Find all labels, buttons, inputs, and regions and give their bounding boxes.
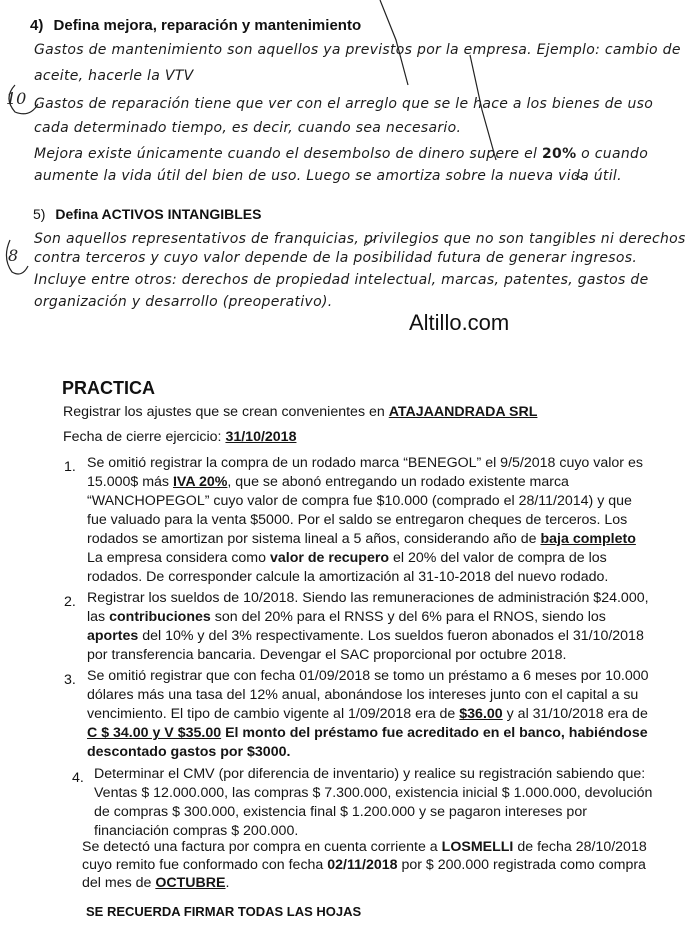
extra-line-3: del mes de OCTUBRE. xyxy=(82,875,230,891)
item-4-line-1: Determinar el CMV (por diferencia de inventario) y realice su registración sabiendo que: xyxy=(94,766,646,782)
item-1-line-6: La empresa considera como valor de recupero el 20% del valor de compra de los xyxy=(87,550,607,566)
item-1-line-5: rodados se amortizan por sistema lineal a 5 años, considerando año de baja completo xyxy=(87,531,636,547)
item-4-line-4: financiación compras $ 200.000. xyxy=(94,823,299,839)
item-1-line-7: rodados. De corresponder calcule la amortización al 31-10-2018 del nuevo rodado. xyxy=(87,569,609,585)
item-3-line-3: vencimiento. El tipo de cambio vigente al 1/09/2018 era de $36.00 y al 31/10/2018 era de xyxy=(87,706,648,722)
item-1-line-3: “WANCHOPEGOL” cuyo valor de compra fue $10.000 (comprado el 28/11/2014) y que xyxy=(87,493,632,509)
question-4-number: 4) xyxy=(30,17,44,34)
practica-intro: Registrar los ajustes que se crean convenientes en ATAJAANDRADA SRL xyxy=(63,404,538,420)
item-4-line-3: de compras $ 300.000, existencia final $ 1.200.000 y se pagaron intereses por xyxy=(94,804,587,820)
q4-answer-line-6: aumente la vida útil del bien de uso. Luego se amortiza sobre la nueva vida útil. xyxy=(34,168,622,184)
item-2-line-1: Registrar los sueldos de 10/2018. Siendo las remuneraciones de administración $24.000, xyxy=(87,590,649,606)
grade-q4: 10 xyxy=(6,89,27,108)
q4-answer-line-5: Mejora existe únicamente cuando el desembolso de dinero supere el 20% o cuando xyxy=(34,146,649,162)
item-3-line-1: Se omitió registrar que con fecha 01/09/2018 se tomo un préstamo a 6 meses por 10.000 xyxy=(87,668,649,684)
item-1-line-2: 15.000$ más IVA 20%, que se abonó entregando un rodado existente marca xyxy=(87,474,569,490)
item-3-number: 3. xyxy=(64,672,76,688)
item-3-line-4: C $ 34.00 y V $35.00 El monto del préstamo fue acreditado en el banco, habiéndose xyxy=(87,725,648,741)
extra-line-2: cuyo remito fue conformado con fecha 02/11/2018 por $ 200.000 registrada como compra xyxy=(82,857,646,873)
question-5-title: Defina ACTIVOS INTANGIBLES xyxy=(55,206,262,222)
q5-answer-line-2: contra terceros y cuyo valor depende de la posibilidad futura de generar ingresos. xyxy=(34,250,638,266)
question-5-number: 5) xyxy=(33,206,46,222)
company-name: ATAJAANDRADA SRL xyxy=(388,404,538,420)
item-3-line-5: descontado gastos por $3000. xyxy=(87,744,291,760)
q5-answer-line-1: Son aquellos representativos de franquicias, privilegios que no son tangibles ni derechos xyxy=(34,231,686,247)
fecha-cierre: Fecha de cierre ejercicio: 31/10/2018 xyxy=(63,429,297,445)
item-3-line-2: dólares más una tasa del 12% anual, abonándose los intereses junto con el capital a su xyxy=(87,687,639,703)
q4-answer-line-3: Gastos de reparación tiene que ver con el arreglo que se le hace a los bienes de uso xyxy=(34,96,654,112)
item-1-line-4: fue valuado para la venta $5000. Por el saldo se entregaron cheques de terceros. Los xyxy=(87,512,628,528)
item-2-line-4: por transferencia bancaria. Devengar el SAC proporcional por octubre 2018. xyxy=(87,647,567,663)
item-2-number: 2. xyxy=(64,594,76,610)
item-2-line-2: las contribuciones son del 20% para el RNSS y del 6% para el RNOS, siendo los xyxy=(87,609,606,625)
watermark: Altillo.com xyxy=(409,310,510,335)
grade-q5: 8 xyxy=(8,246,19,265)
extra-line-1: Se detectó una factura por compra en cuenta corriente a LOSMELLI de fecha 28/10/2018 xyxy=(82,839,647,855)
item-2-line-3: aportes del 10% y del 3% respectivamente. Los sueldos fueron abonados el 31/10/2018 xyxy=(87,628,644,644)
question-5-heading xyxy=(33,206,261,222)
item-4-line-2: Ventas $ 12.000.000, las compras $ 7.300.000, existencia inicial $ 1.000.000, devolución xyxy=(94,785,653,801)
practica-heading: PRACTICA xyxy=(62,378,155,398)
question-4-title: Defina mejora, reparación y mantenimiento xyxy=(53,17,362,34)
footer-reminder: SE RECUERDA FIRMAR TODAS LAS HOJAS xyxy=(86,904,362,919)
q4-answer-line-1: Gastos de mantenimiento son aquellos ya previstos por la empresa. Ejemplo: cambio de xyxy=(34,42,681,58)
q4-percent: 20% xyxy=(541,146,577,162)
q4-answer-line-2: aceite, hacerle la VTV xyxy=(34,68,194,84)
fecha-cierre-value: 31/10/2018 xyxy=(225,429,297,445)
baja-completo: baja completo xyxy=(540,531,636,547)
item-1-number: 1. xyxy=(64,459,76,475)
item-1-line-1: Se omitió registrar la compra de un rodado marca “BENEGOL” el 9/5/2018 cuyo valor es xyxy=(87,455,643,471)
iva-label: IVA 20% xyxy=(172,474,228,490)
q5-answer-line-3: Incluye entre otros: derechos de propiedad intelectual, marcas, patentes, gastos de xyxy=(34,272,649,288)
q4-answer-line-4: cada determinado tiempo, es decir, cuando sea necesario. xyxy=(34,120,462,136)
item-4-number: 4. xyxy=(72,770,84,786)
q5-answer-line-4: organización y desarrollo (preoperativo). xyxy=(34,294,333,310)
